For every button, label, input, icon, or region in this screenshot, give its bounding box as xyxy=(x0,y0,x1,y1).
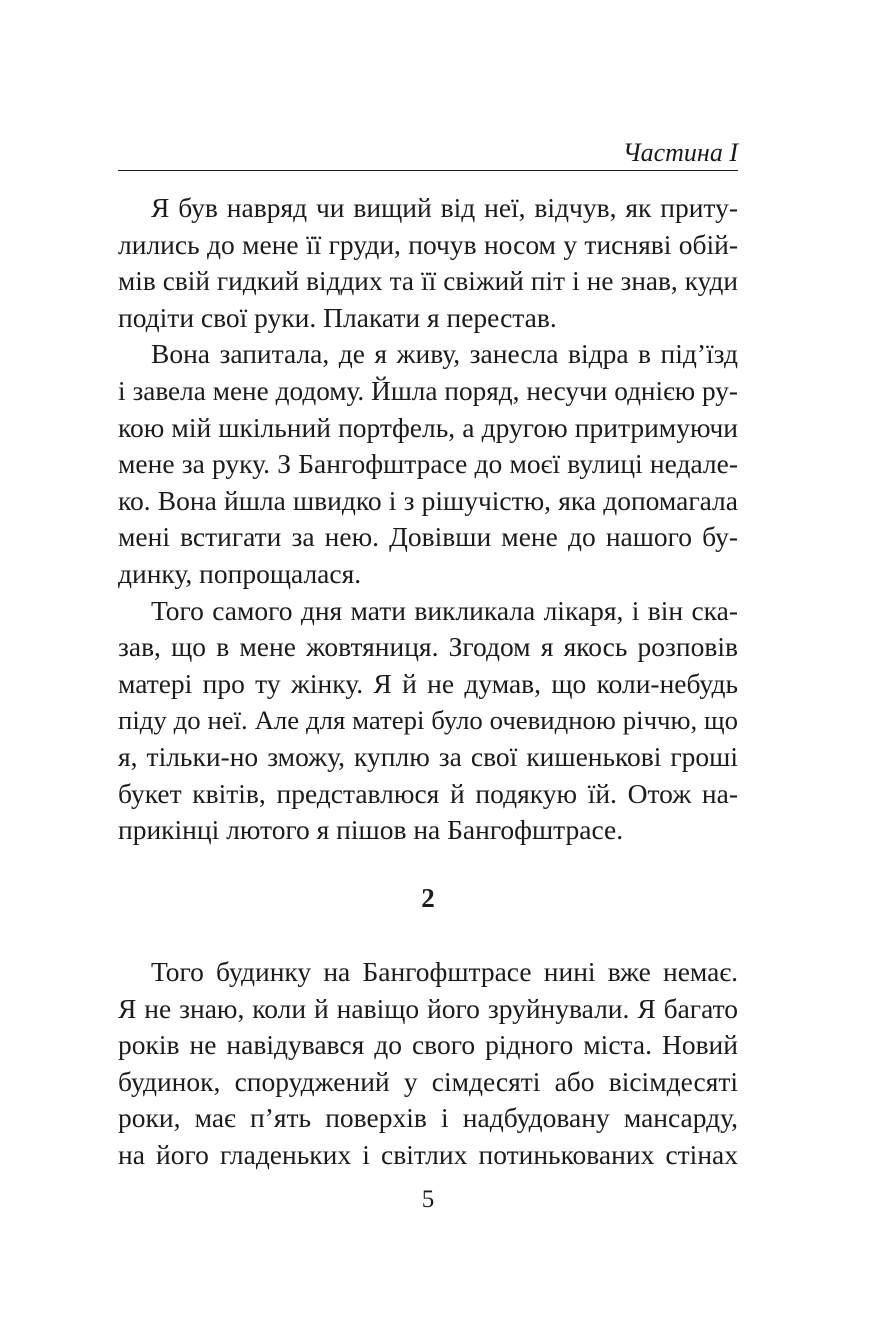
text-line: Я був навряд чи вищий від неї, відчув, як приту- xyxy=(151,192,738,223)
text-line: років не навідувався до свого рідного міста. Новий xyxy=(118,1029,738,1061)
text-line: лились до мене її груди, почув носом у тисняві обій- xyxy=(118,228,738,260)
text-line: на його гладеньких і світлих потинькованих стінах xyxy=(118,1138,738,1170)
text-line: і завела мене додому. Йшла поряд, несучи однією ру- xyxy=(118,375,738,406)
text-line: ко. Вона йшла швидко і з рішучістю, яка допомагала xyxy=(118,484,738,516)
text-line: динку, попрощалася. xyxy=(118,557,362,589)
text-line: кою мій шкільний портфель, а другою притримуючи xyxy=(118,411,738,443)
book-page xyxy=(118,0,738,1329)
text-line: букет квітів, представлюся й подякую їй. Отож на- xyxy=(118,777,738,809)
text-block-1 xyxy=(118,190,738,849)
section-number: 2 xyxy=(421,883,435,913)
text-line: роки, має п’ять поверхів і надбудовану мансарду, xyxy=(118,1102,738,1134)
text-line: Я не знаю, коли й навіщо його зруйнували. Я багато xyxy=(118,992,738,1024)
text-line: піду до неї. Але для матері було очевидною річчю, що xyxy=(118,705,738,736)
text-line: мені встигати за нею. Довівши мене до нашого бу- xyxy=(118,521,738,553)
text-line: зав, що в мене жовтяниця. Згодом я якось розповів xyxy=(118,631,738,663)
text-line: будинок, споруджений у сімдесяті або вісімдесяті xyxy=(118,1065,738,1097)
text-line: прикінці лютого я пішов на Бангофштрасе. xyxy=(118,814,624,846)
text-line: Того будинку на Бангофштрасе нині вже немає. xyxy=(151,956,738,987)
text-line: мів свій гидкий віддих та її свіжий піт і не знав, куди xyxy=(118,266,738,297)
text-line: мене за руку. З Бангофштрасе до моєї вулиці недале- xyxy=(118,448,738,480)
text-line: подіти свої руки. Плакати я перестав. xyxy=(118,301,557,333)
header-rule xyxy=(118,170,738,171)
text-line: Вона запитала, де я живу, занесла відра в під’їзд xyxy=(151,338,738,370)
text-block-2 xyxy=(118,954,738,1174)
page-number: 5 xyxy=(421,1186,435,1213)
running-head: Частина I xyxy=(622,138,738,167)
text-line: матері про ту жінку. Я й не думав, що коли-небудь xyxy=(118,667,738,699)
text-line: Того самого дня мати викликала лікаря, і він ска- xyxy=(151,594,738,626)
text-line: я, тільки-но зможу, куплю за свої кишенькові гроші xyxy=(118,740,738,772)
